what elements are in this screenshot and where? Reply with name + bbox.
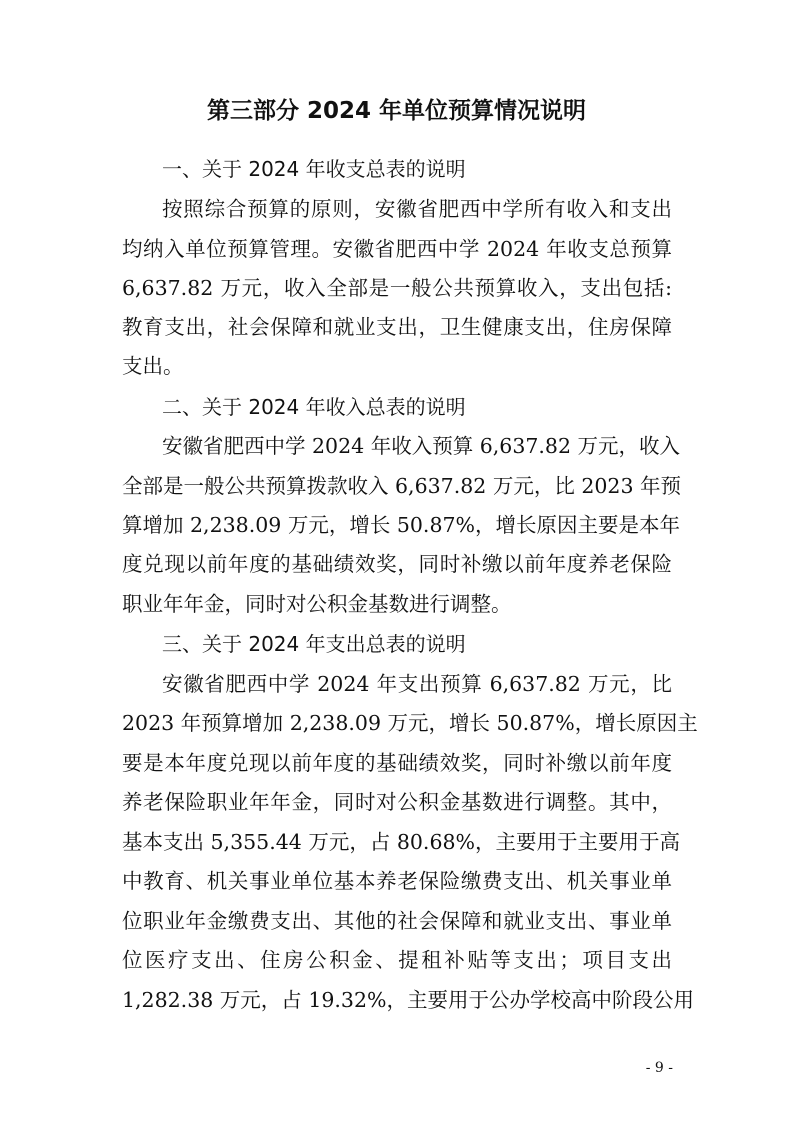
- page-title: 第三部分 2024 年单位预算情况说明: [206, 98, 587, 124]
- paragraph-line: 度兑现以前年度的基础绩效奖，同时补缴以前年度养老保险: [122, 552, 672, 576]
- paragraph-line: 1,282.38 万元，占 19.32%，主要用于公办学校高中阶段公用: [122, 988, 694, 1012]
- paragraph-line: 要是本年度兑现以前年度的基础绩效奖，同时补缴以前年度: [122, 751, 672, 775]
- paragraph-line: 算增加 2,238.09 万元，增长 50.87%，增长原因主要是本年: [122, 513, 681, 537]
- paragraph-line: 教育支出，社会保障和就业支出，卫生健康支出，住房保障: [122, 315, 672, 339]
- paragraph-line: 均纳入单位预算管理。安徽省肥西中学 2024 年收支总预算: [122, 237, 672, 261]
- paragraph-line: 支出。: [122, 354, 184, 378]
- section-heading-3: 三、关于 2024 年支出总表的说明: [162, 632, 466, 656]
- paragraph-line: 中教育、机关事业单位基本养老保险缴费支出、机关事业单: [122, 869, 672, 893]
- page-number: - 9 -: [645, 1060, 673, 1076]
- paragraph-line: 安徽省肥西中学 2024 年支出预算 6,637.82 万元，比: [162, 672, 672, 696]
- paragraph-line: 按照综合预算的原则，安徽省肥西中学所有收入和支出: [162, 197, 672, 221]
- paragraph-line: 2023 年预算增加 2,238.09 万元，增长 50.87%，增长原因主: [122, 711, 698, 735]
- paragraph-line: 6,637.82 万元，收入全部是一般公共预算收入，支出包括:: [122, 276, 672, 300]
- paragraph-line: 安徽省肥西中学 2024 年收入预算 6,637.82 万元，收入: [162, 434, 681, 458]
- paragraph-line: 位医疗支出、住房公积金、提租补贴等支出；项目支出: [122, 948, 672, 972]
- paragraph-line: 养老保险职业年年金，同时对公积金基数进行调整。其中，: [122, 790, 672, 814]
- paragraph-line: 全部是一般公共预算拨款收入 6,637.82 万元，比 2023 年预: [122, 474, 682, 498]
- section-heading-1: 一、关于 2024 年收支总表的说明: [162, 157, 466, 181]
- paragraph-line: 职业年年金，同时对公积金基数进行调整。: [122, 592, 512, 616]
- paragraph-line: 基本支出 5,355.44 万元，占 80.68%，主要用于主要用于高: [122, 830, 681, 854]
- section-heading-2: 二、关于 2024 年收入总表的说明: [162, 395, 466, 419]
- paragraph-line: 位职业年金缴费支出、其他的社会保障和就业支出、事业单: [122, 909, 672, 933]
